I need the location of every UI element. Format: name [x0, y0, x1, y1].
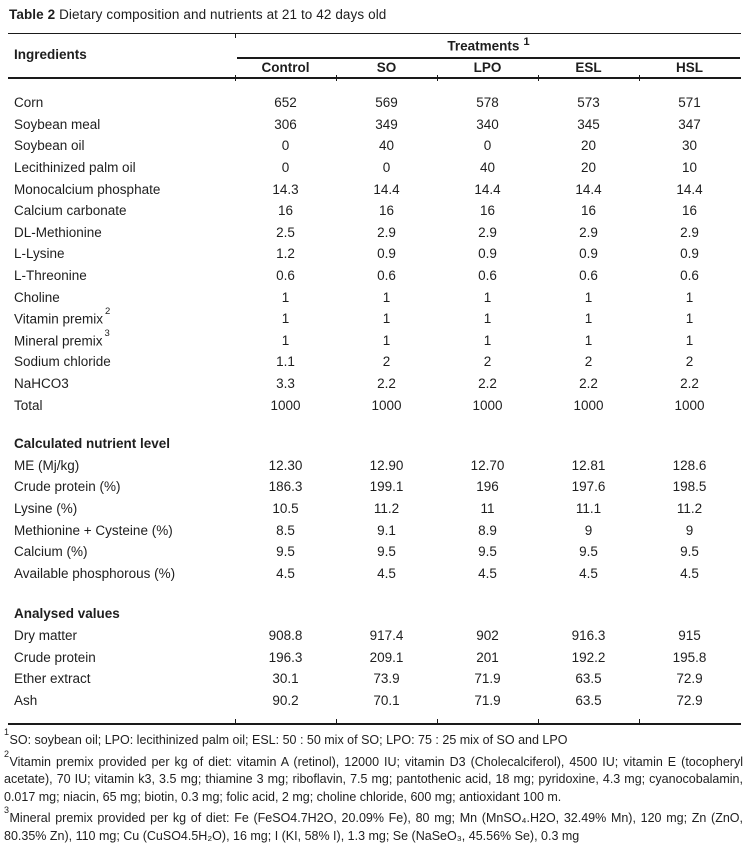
- rule-tick: [336, 75, 337, 81]
- value-cell: 16: [681, 203, 698, 219]
- value-cell: 0: [281, 160, 290, 176]
- value-cell: 16: [479, 203, 496, 219]
- table-row: [8, 222, 741, 244]
- value-cell: 1: [281, 311, 290, 327]
- table-row: [8, 308, 741, 330]
- rule-tick: [235, 33, 236, 38]
- value-cell: 14.4: [474, 181, 501, 197]
- ingredient-cell: Sodium chloride: [14, 354, 111, 370]
- value-cell: 1: [685, 311, 694, 327]
- column-header-so: SO: [376, 60, 397, 75]
- value-cell: 201: [476, 649, 499, 665]
- value-cell: 2: [685, 354, 694, 370]
- value-cell: 9.5: [377, 544, 396, 560]
- value-cell: 0.9: [680, 246, 699, 262]
- value-cell: 9.5: [680, 544, 699, 560]
- ingredient-cell: Crude protein (%): [14, 479, 121, 495]
- value-cell: 4.5: [377, 565, 396, 581]
- ingredient-cell: Monocalcium phosphate: [14, 181, 161, 197]
- footnote-2-marker: 2: [4, 748, 10, 759]
- value-cell: 1: [685, 332, 694, 348]
- value-cell: 9.5: [478, 544, 497, 560]
- table-row: [8, 330, 741, 352]
- value-cell: 2.2: [579, 376, 598, 392]
- rule-tick: [235, 75, 236, 81]
- table-row: [8, 265, 741, 287]
- value-cell: 40: [378, 138, 395, 154]
- ingredient-cell: Ether extract: [14, 671, 91, 687]
- column-header-esl: ESL: [575, 60, 602, 75]
- footnote-1-text: SO: soybean oil; LPO: lecithinized palm oil; ESL: 50 : 50 mix of SO; LPO: 75 : 25 mix of SO and LPO: [9, 733, 568, 748]
- value-cell: 72.9: [676, 692, 703, 708]
- table-row: [8, 92, 741, 114]
- value-cell: 20: [580, 138, 597, 154]
- table-row: [8, 351, 741, 373]
- table-row: [8, 668, 741, 690]
- value-cell: 186.3: [268, 479, 303, 495]
- ingredient-cell: Crude protein: [14, 649, 96, 665]
- value-cell: 1000: [674, 397, 705, 413]
- value-cell: 14.3: [272, 181, 299, 197]
- value-cell: 12.70: [470, 457, 505, 473]
- value-cell: 2.2: [377, 376, 396, 392]
- value-cell: 71.9: [474, 692, 501, 708]
- section-heading: Calculated nutrient level: [14, 436, 171, 452]
- value-cell: 916.3: [571, 627, 606, 643]
- value-cell: 128.6: [672, 457, 707, 473]
- footnote-3: [4, 806, 743, 845]
- value-cell: 2.9: [377, 224, 396, 240]
- value-cell: 1: [584, 289, 593, 305]
- value-cell: 9.5: [579, 544, 598, 560]
- value-cell: 569: [375, 95, 398, 111]
- value-cell: 1: [685, 289, 694, 305]
- value-cell: 0.6: [377, 268, 396, 284]
- ingredient-cell: Lysine (%): [14, 500, 78, 516]
- value-cell: 0.9: [478, 246, 497, 262]
- value-cell: 1.1: [276, 354, 295, 370]
- ingredient-cell: Ash: [14, 692, 38, 708]
- value-cell: 1: [382, 311, 391, 327]
- footnote-1-marker: 1: [4, 727, 10, 738]
- ingredient-cell: Total: [14, 397, 43, 413]
- table-row: [8, 200, 741, 222]
- value-cell: 0.9: [377, 246, 396, 262]
- value-cell: 340: [476, 116, 499, 132]
- ingredient-cell: Lecithinized palm oil: [14, 160, 136, 176]
- ingredient-cell: Mineral premix $^3$: [14, 328, 110, 349]
- value-cell: 12.90: [369, 457, 404, 473]
- value-cell: 571: [678, 95, 701, 111]
- value-cell: 209.1: [369, 649, 404, 665]
- ingredient-cell: Soybean meal: [14, 116, 101, 132]
- value-cell: 16: [580, 203, 597, 219]
- value-cell: 30: [681, 138, 698, 154]
- value-cell: 1: [483, 311, 492, 327]
- value-cell: 4.5: [579, 565, 598, 581]
- value-cell: 1: [483, 289, 492, 305]
- value-cell: 4.5: [680, 565, 699, 581]
- section-gap: [8, 584, 741, 603]
- footnote-3-marker: 3: [4, 804, 10, 815]
- value-cell: 1: [584, 311, 593, 327]
- ingredient-cell: Calcium carbonate: [14, 203, 127, 219]
- value-cell: 196: [476, 479, 499, 495]
- value-cell: 0.9: [579, 246, 598, 262]
- table-row: [8, 562, 741, 584]
- ingredient-cell: Choline: [14, 289, 60, 305]
- ingredient-cell: ME (Mj/kg): [14, 457, 80, 473]
- treatments-superscript: 1: [523, 36, 530, 48]
- value-cell: 72.9: [676, 671, 703, 687]
- row-superscript: 3: [104, 328, 110, 340]
- value-cell: 12.81: [571, 457, 606, 473]
- table-row: [8, 178, 741, 200]
- value-cell: 63.5: [575, 692, 602, 708]
- section-heading: Analysed values: [14, 606, 120, 622]
- value-cell: 1: [483, 332, 492, 348]
- table-row: [8, 286, 741, 308]
- footnote-3-text: Mineral premix provided per kg of diet: Fe (FeSO4.7H2O, 20.09% Fe), 80 mg; Mn (MnSO₄.H2O, 32.49% Mn), 120 mg; Zn (ZnO, 80.35% Zn), 110 mg; Cu (CuSO4.5H₂O), 16 mg; I (KI, 58% I), 1.3 mg; Se (NaSeO₃, 45.56% Se), 0.3 mg: [4, 811, 743, 843]
- value-cell: 12.30: [268, 457, 303, 473]
- value-cell: 196.3: [268, 649, 303, 665]
- section-heading-row: [8, 433, 741, 455]
- column-header-ingredients: Ingredients: [14, 47, 87, 62]
- value-cell: 2: [483, 354, 492, 370]
- value-cell: 1000: [270, 397, 301, 413]
- treatment-column-headers: [235, 60, 740, 75]
- value-cell: 8.5: [276, 522, 295, 538]
- ingredient-cell: Vitamin premix $^2$: [14, 306, 111, 327]
- column-header-control: Control: [261, 60, 310, 75]
- table-row: [8, 394, 741, 416]
- table-bottom-rule: [8, 723, 741, 725]
- value-cell: 71.9: [474, 671, 501, 687]
- treatments-label: Treatments: [447, 38, 520, 54]
- value-cell: 0.6: [276, 268, 295, 284]
- value-cell: 2: [382, 354, 391, 370]
- rule-tick: [336, 719, 337, 723]
- table-row: [8, 135, 741, 157]
- value-cell: 4.5: [478, 565, 497, 581]
- table-row: [8, 541, 741, 563]
- value-cell: 2.2: [478, 376, 497, 392]
- value-cell: 192.2: [571, 649, 606, 665]
- value-cell: 11.1: [575, 500, 602, 516]
- rule-tick: [639, 75, 640, 81]
- value-cell: 915: [678, 627, 701, 643]
- table-caption: [0, 0, 747, 33]
- table-row: [8, 498, 741, 520]
- value-cell: 0: [281, 138, 290, 154]
- value-cell: 16: [277, 203, 294, 219]
- column-group-header-treatments: [237, 36, 740, 54]
- value-cell: 1: [281, 332, 290, 348]
- value-cell: 1.2: [276, 246, 295, 262]
- value-cell: 1: [382, 332, 391, 348]
- value-cell: 2.9: [579, 224, 598, 240]
- value-cell: 9.1: [377, 522, 396, 538]
- rule-tick: [538, 75, 539, 81]
- ingredient-cell: Dry matter: [14, 627, 78, 643]
- value-cell: 20: [580, 160, 597, 176]
- value-cell: 0: [483, 138, 492, 154]
- value-cell: 9: [584, 522, 593, 538]
- ingredient-cell: Available phosphorous (%): [14, 565, 176, 581]
- value-cell: 11.2: [676, 500, 703, 516]
- table-row: [8, 373, 741, 395]
- column-header-hsl: HSL: [676, 60, 703, 75]
- value-cell: 306: [274, 116, 297, 132]
- value-cell: 2.9: [478, 224, 497, 240]
- value-cell: 2.5: [276, 224, 295, 240]
- rule-tick: [538, 719, 539, 723]
- value-cell: 197.6: [571, 479, 606, 495]
- value-cell: 1: [584, 332, 593, 348]
- ingredient-cell: L-Lysine: [14, 246, 65, 262]
- value-cell: 1: [281, 289, 290, 305]
- value-cell: 195.8: [672, 649, 707, 665]
- value-cell: 10: [681, 160, 698, 176]
- value-cell: 90.2: [272, 692, 299, 708]
- value-cell: 917.4: [369, 627, 404, 643]
- rule-tick: [437, 719, 438, 723]
- table-body: [8, 92, 741, 711]
- value-cell: 0.6: [579, 268, 598, 284]
- value-cell: 70.1: [373, 692, 400, 708]
- value-cell: 902: [476, 627, 499, 643]
- value-cell: 63.5: [575, 671, 602, 687]
- footnote-1: [4, 728, 743, 750]
- value-cell: 0.6: [478, 268, 497, 284]
- value-cell: 652: [274, 95, 297, 111]
- table-row: [8, 476, 741, 498]
- value-cell: 2.9: [680, 224, 699, 240]
- value-cell: 1000: [371, 397, 402, 413]
- table-row: [8, 646, 741, 668]
- value-cell: 349: [375, 116, 398, 132]
- value-cell: 1000: [472, 397, 503, 413]
- table-row: [8, 455, 741, 477]
- table-row: [8, 689, 741, 711]
- value-cell: 14.4: [373, 181, 400, 197]
- section-gap: [8, 416, 741, 433]
- value-cell: 14.4: [676, 181, 703, 197]
- value-cell: 73.9: [373, 671, 400, 687]
- table-caption-text: Dietary composition and nutrients at 21 to 42 days old: [55, 7, 387, 22]
- value-cell: 8.9: [478, 522, 497, 538]
- table-row: [8, 243, 741, 265]
- footnote-2-text: Vitamin premix provided per kg of diet: vitamin A (retinol), 12000 IU; vitamin D3 (Cholecalciferol), 4500 IU; vitamin E (tocopheryl acetate), 70 IU; vitamin k3, 3.5 mg; thiamine 3 mg; riboflavin, 7.5 mg; pantothenic acid, 18 mg; pyridoxine, 4.3 mg; cyanocobalamin, 0.017 mg; niacin, 65 mg; biotin, 0.3 mg; folic acid, 2 mg; choline chloride, 600 mg; antioxidant 100 m.: [4, 754, 743, 804]
- value-cell: 199.1: [369, 479, 404, 495]
- rule-tick: [639, 719, 640, 723]
- value-cell: 4.5: [276, 565, 295, 581]
- ingredient-cell: L-Threonine: [14, 268, 87, 284]
- ingredient-cell: Soybean oil: [14, 138, 85, 154]
- table-row: [8, 625, 741, 647]
- value-cell: 11.2: [373, 500, 400, 516]
- value-cell: 16: [378, 203, 395, 219]
- ingredient-cell: NaHCO3: [14, 376, 69, 392]
- value-cell: 908.8: [268, 627, 303, 643]
- value-cell: 198.5: [672, 479, 707, 495]
- table-row: [8, 114, 741, 136]
- row-superscript: 2: [105, 306, 111, 318]
- column-header-lpo: LPO: [473, 60, 502, 75]
- footnote-2: [4, 750, 743, 806]
- value-cell: 0.6: [680, 268, 699, 284]
- ingredient-cell: Corn: [14, 95, 44, 111]
- table-row: [8, 519, 741, 541]
- value-cell: 0: [382, 160, 391, 176]
- value-cell: 40: [479, 160, 496, 176]
- value-cell: 2: [584, 354, 593, 370]
- value-cell: 11: [480, 500, 495, 516]
- footnotes: [4, 728, 743, 845]
- value-cell: 1000: [573, 397, 604, 413]
- ingredient-cell: DL-Methionine: [14, 224, 102, 240]
- value-cell: 347: [678, 116, 701, 132]
- rule-tick: [235, 719, 236, 723]
- value-cell: 30.1: [272, 671, 299, 687]
- treatments-underline: [237, 57, 740, 59]
- value-cell: 345: [577, 116, 600, 132]
- table-caption-number: Table 2: [9, 7, 56, 22]
- value-cell: 14.4: [575, 181, 602, 197]
- value-cell: 573: [577, 95, 600, 111]
- table-row: [8, 157, 741, 179]
- table: [8, 33, 741, 725]
- value-cell: 578: [476, 95, 499, 111]
- value-cell: 9: [685, 522, 694, 538]
- rule-tick: [437, 75, 438, 81]
- value-cell: 9.5: [276, 544, 295, 560]
- section-heading-row: [8, 603, 741, 625]
- value-cell: 2.2: [680, 376, 699, 392]
- value-cell: 3.3: [276, 376, 295, 392]
- ingredient-cell: Calcium (%): [14, 544, 88, 560]
- ingredient-cell: Methionine + Cysteine (%): [14, 522, 173, 538]
- value-cell: 1: [382, 289, 391, 305]
- table-header: [8, 33, 741, 79]
- value-cell: 10.5: [272, 500, 299, 516]
